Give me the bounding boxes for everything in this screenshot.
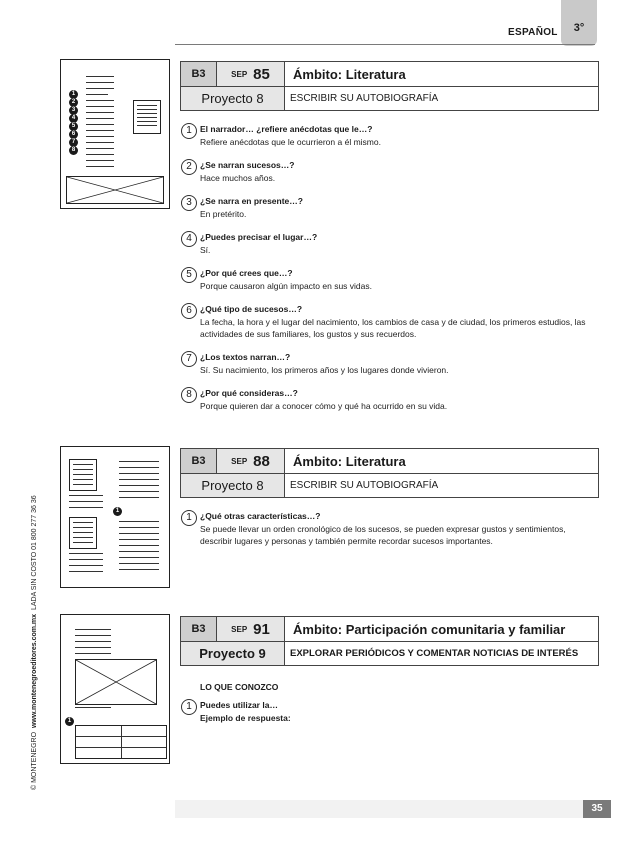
answer-text: Sí. xyxy=(200,245,211,255)
answer-text: En pretérito. xyxy=(200,209,247,219)
question-number: 3 xyxy=(181,195,197,211)
thumbnail-page-85 xyxy=(60,59,170,209)
answer-text: La fecha, la hora y el lugar del nacimiento, los cambios de casa y de ciudad, los primeros estudios, las actividades de sus familiares, los gustos y sus recuerdos. xyxy=(200,317,586,339)
section-header-sep-91 xyxy=(180,616,599,666)
marker-7: 7 xyxy=(69,138,78,147)
question-item xyxy=(181,510,601,550)
marker-3: 3 xyxy=(69,106,78,115)
subject-label: ESPAÑOL xyxy=(508,27,558,38)
block-label: B3 xyxy=(181,617,217,641)
question-number: 8 xyxy=(181,387,197,403)
question-item xyxy=(181,159,601,187)
side-legal-text xyxy=(31,495,38,790)
marker-4: 4 xyxy=(69,114,78,123)
answer-text: Se puede llevar un orden cronológico de los sucesos, se pueden expresar gustos y sentimientos, describir lugares y personas y también permite recordar sucesos importantes. xyxy=(200,524,566,546)
question-item xyxy=(181,387,601,415)
project-title: ESCRIBIR SU AUTOBIOGRAFÍA xyxy=(285,473,598,497)
section-header-sep-85 xyxy=(180,61,599,111)
ambito-label: Ámbito: Participación comunitaria y familiar xyxy=(285,617,598,641)
image-placeholder-crossed xyxy=(75,659,157,705)
image-placeholder xyxy=(69,517,97,549)
sep-label: SEP xyxy=(231,624,248,634)
side-brand: © MONTENEGRO xyxy=(31,731,38,790)
question-text: Puedes utilizar la… xyxy=(200,700,278,710)
question-number: 1 xyxy=(181,510,197,526)
project-label: Proyecto 9 xyxy=(181,641,285,665)
answer-text: Sí. Su nacimiento, los primeros años y los lugares donde vivieron. xyxy=(200,365,449,375)
question-item xyxy=(181,267,601,295)
thumbnail-page-88 xyxy=(60,446,170,588)
ambito-label: Ámbito: Literatura xyxy=(285,449,598,473)
answer-text: Porque causaron algún impacto en sus vidas. xyxy=(200,281,372,291)
header-rule xyxy=(175,44,595,45)
answer-table xyxy=(75,725,167,759)
question-text: ¿Qué otras características…? xyxy=(200,511,321,521)
question-number: 4 xyxy=(181,231,197,247)
footer-bar xyxy=(175,800,583,818)
question-text: ¿Los textos narran…? xyxy=(200,352,291,362)
answer-text: Ejemplo de respuesta: xyxy=(200,713,291,723)
question-text: ¿Se narra en presente…? xyxy=(200,196,303,206)
question-item xyxy=(181,195,601,223)
question-item xyxy=(181,123,601,151)
question-text: ¿Qué tipo de sucesos…? xyxy=(200,304,303,314)
marker-1: 1 xyxy=(69,90,78,99)
answer-text: Hace muchos años. xyxy=(200,173,276,183)
block-label: B3 xyxy=(181,449,217,473)
block-label: B3 xyxy=(181,62,217,86)
question-number: 6 xyxy=(181,303,197,319)
question-text: ¿Por qué crees que…? xyxy=(200,268,293,278)
sep-number: 88 xyxy=(253,452,270,470)
question-item xyxy=(181,303,601,343)
question-item xyxy=(181,351,601,379)
question-number: 1 xyxy=(181,123,197,139)
sep-page xyxy=(217,617,285,641)
sep-label: SEP xyxy=(231,456,248,466)
question-item xyxy=(181,231,601,259)
grade-tab: 3° xyxy=(561,0,597,46)
sep-number: 85 xyxy=(253,65,270,83)
question-text: ¿Puedes precisar el lugar…? xyxy=(200,232,318,242)
marker-8: 8 xyxy=(69,146,78,155)
marker-2: 2 xyxy=(69,98,78,107)
project-label: Proyecto 8 xyxy=(181,473,285,497)
ambito-label: Ámbito: Literatura xyxy=(285,62,598,86)
thumbnail-page-91 xyxy=(60,614,170,764)
question-number: 2 xyxy=(181,159,197,175)
marker-5: 5 xyxy=(69,122,78,131)
marker-1: 1 xyxy=(113,507,122,516)
answer-text: Refiere anécdotas que le ocurrieron a él mismo. xyxy=(200,137,381,147)
page-number: 35 xyxy=(583,800,611,818)
marker-6: 6 xyxy=(69,130,78,139)
question-item xyxy=(181,699,601,727)
sep-number: 91 xyxy=(253,620,270,638)
question-number: 7 xyxy=(181,351,197,367)
project-label: Proyecto 8 xyxy=(181,86,285,110)
section-header-sep-88 xyxy=(180,448,599,498)
side-phone: LADA SIN COSTO 01 800 277 36 36 xyxy=(31,495,38,611)
side-site: www.montenegroeditores.com.mx xyxy=(31,613,38,729)
sep-label: SEP xyxy=(231,69,248,79)
question-number: 1 xyxy=(181,699,197,715)
project-title: ESCRIBIR SU AUTOBIOGRAFÍA xyxy=(285,86,598,110)
answer-text: Porque quieren dar a conocer cómo y qué ha ocurrido en su vida. xyxy=(200,401,448,411)
question-text: ¿Se narran sucesos…? xyxy=(200,160,295,170)
image-placeholder xyxy=(69,459,97,491)
image-placeholder xyxy=(133,100,161,134)
question-number: 5 xyxy=(181,267,197,283)
image-placeholder-crossed xyxy=(66,176,164,204)
question-text: El narrador… ¿refiere anécdotas que le…? xyxy=(200,124,373,134)
question-text: ¿Por qué consideras…? xyxy=(200,388,298,398)
marker-1: 1 xyxy=(65,717,74,726)
sep-page xyxy=(217,449,285,473)
sep-page xyxy=(217,62,285,86)
subheading: LO QUE CONOZCO xyxy=(200,682,279,692)
project-title: EXPLORAR PERIÓDICOS Y COMENTAR NOTICIAS DE INTERÉS xyxy=(285,641,598,665)
